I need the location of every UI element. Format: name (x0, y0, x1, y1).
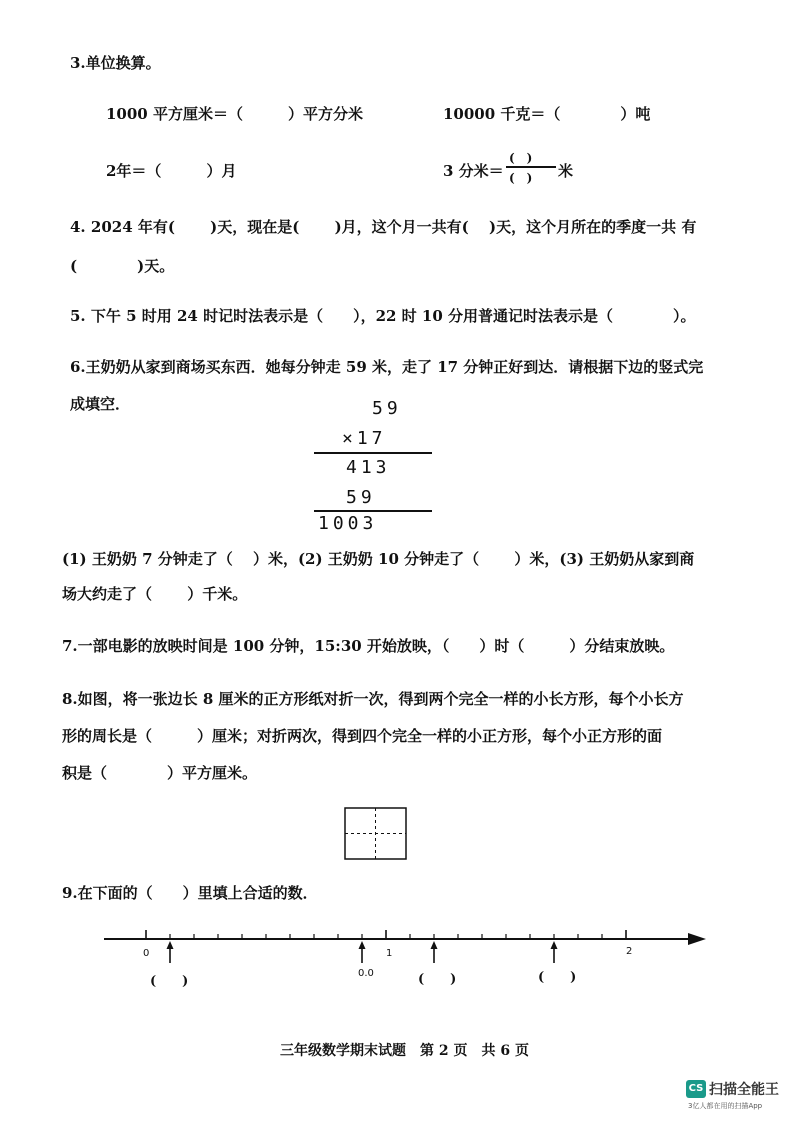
q6-line2: 成填空． (70, 395, 131, 413)
q8-line3: 积是（ ）平方厘米。 (62, 764, 258, 782)
q3-item-a: 1000 平方厘米＝（ ）平方分米 (106, 105, 363, 123)
number-line (100, 925, 712, 965)
calc-line-1 (314, 452, 432, 454)
number-line-pointer-arrow-icon (167, 941, 174, 963)
q3-item-b: 10000 千克＝（ ）吨 (443, 105, 651, 123)
q3-fraction-bar (506, 166, 556, 168)
page-footer: 三年级数学期末试题 第 2 页 共 6 页 (280, 1043, 529, 1059)
q3-title: 3.单位换算。 (70, 54, 161, 72)
number-line-label-2: 2 (626, 946, 633, 957)
number-line-pointer-arrow-icon (551, 941, 558, 963)
calc-row-multiplicand: 59 (372, 398, 402, 419)
number-line-pointer-arrow-icon (359, 941, 366, 963)
number-line-blank-1: ( ) (150, 974, 189, 989)
calc-row-multiplier: ×17 (342, 428, 387, 449)
q4-line2: ( )天。 (70, 257, 175, 275)
q6-line4: 场大约走了（ ）千米。 (62, 585, 248, 603)
q3-item-d-right: 米 (558, 162, 574, 180)
q6-line3: (1) 王奶奶 7 分钟走了（ ）米，(2) 王奶奶 10 分钟走了（ ）米，(3) 王奶奶从家到商 (62, 550, 695, 568)
q8-line2: 形的周长是（ ）厘米；对折两次，得到四个完全一样的小正方形，每个小正方形的面 (62, 727, 663, 745)
q5-line1: 5. 下午 5 时用 24 时记时法表示是（ ），22 时 10 分用普通记时法表示是（ ）。 (70, 307, 696, 325)
calc-row-partial-1: 413 (346, 457, 391, 478)
q9-title: 9.在下面的（ ）里填上合适的数． (62, 884, 318, 902)
calc-line-2 (314, 510, 432, 512)
number-line-label-1: 1 (386, 948, 393, 959)
q4-line1: 4. 2024 年有( )天，现在是( )月，这个月一共有( )天，这个月所在的季度一共 有 (70, 218, 697, 236)
scanner-name: 扫描全能王 (709, 1082, 779, 1098)
calc-row-partial-2: 59 (346, 487, 376, 508)
number-line-label-0: 0 (143, 948, 150, 959)
q6-line1: 6.王奶奶从家到商场买东西．她每分钟走 59 米，走了 17 分钟正好到达．请根据下边的竖式完 (70, 358, 704, 376)
q3-fraction-numerator: ( ) (509, 151, 533, 165)
q7-line1: 7.一部电影的放映时间是 100 分钟，15:30 开始放映，（ ）时（ ）分结束放映。 (62, 637, 675, 655)
number-line-label-mid: 0.0 (358, 968, 374, 979)
number-line-blank-2: ( ) (418, 972, 457, 987)
folded-square-figure (344, 807, 408, 861)
q3-item-d-left: 3 分米＝ (443, 162, 504, 180)
scanner-tagline: 3亿人都在用的扫描App (688, 1102, 763, 1110)
calc-row-result: 1003 (318, 513, 378, 534)
number-line-pointer-arrow-icon (431, 941, 438, 963)
scanner-logo-icon: CS (686, 1080, 706, 1098)
number-line-blank-3: ( ) (538, 970, 577, 985)
q3-item-c: 2年＝（ ）月 (106, 162, 237, 180)
number-line-arrowhead-icon (688, 933, 706, 945)
q8-line1: 8.如图，将一张边长 8 厘米的正方形纸对折一次，得到两个完全一样的小长方形，每个小长方 (62, 690, 684, 708)
q3-fraction-denominator: ( ) (509, 171, 533, 185)
